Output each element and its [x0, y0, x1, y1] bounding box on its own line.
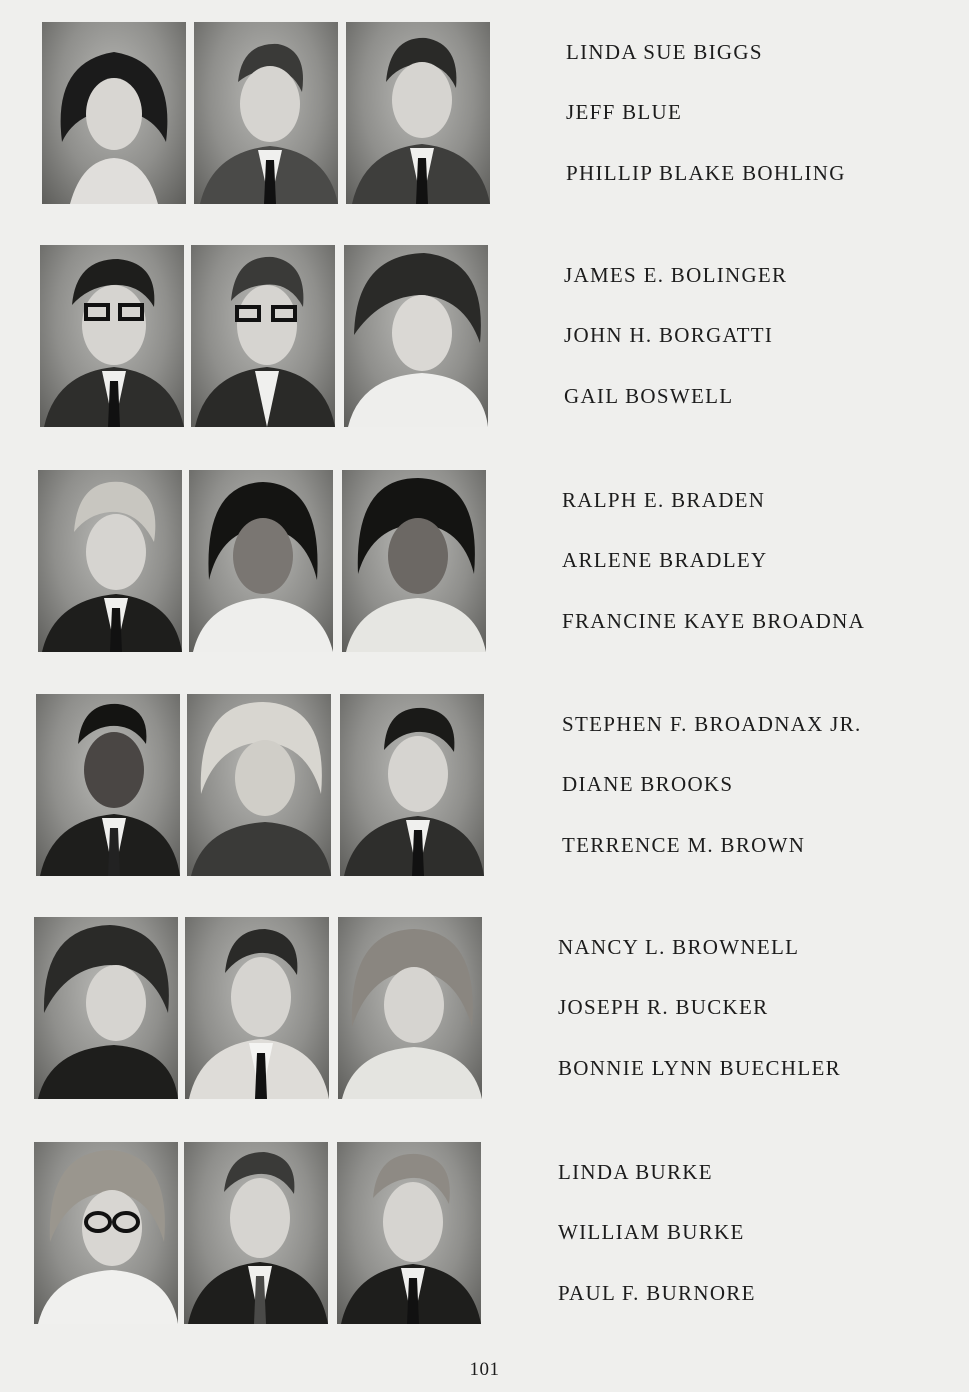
student-portrait: [340, 694, 484, 876]
names-list: [564, 245, 787, 427]
student-portrait: [342, 470, 486, 652]
student-row: [0, 1142, 969, 1327]
student-row: [0, 917, 969, 1102]
student-name: BONNIE LYNN BUECHLER: [558, 1056, 841, 1081]
student-portrait: [189, 470, 333, 652]
student-portrait: [191, 245, 335, 427]
student-portrait: [34, 1142, 178, 1324]
student-portrait: [337, 1142, 481, 1324]
student-portrait: [344, 245, 488, 427]
student-name: RALPH E. BRADEN: [562, 487, 766, 512]
student-name: TERRENCE M. BROWN: [562, 833, 806, 858]
student-name: PAUL F. BURNORE: [558, 1281, 756, 1306]
names-list: [558, 917, 841, 1099]
student-row: [0, 245, 969, 430]
student-row: [0, 22, 969, 207]
student-portrait: [40, 245, 184, 427]
student-portrait: [185, 917, 329, 1099]
student-name: PHILLIP BLAKE BOHLING: [566, 161, 846, 186]
student-row: [0, 470, 969, 655]
student-portrait: [187, 694, 331, 876]
student-portrait: [194, 22, 338, 204]
student-name: DIANE BROOKS: [562, 772, 734, 797]
student-name: JEFF BLUE: [566, 100, 683, 125]
student-name: WILLIAM BURKE: [558, 1220, 745, 1245]
student-portrait: [346, 22, 490, 204]
student-portrait: [34, 917, 178, 1099]
student-name: STEPHEN F. BROADNAX JR.: [562, 711, 862, 736]
names-list: [562, 694, 862, 876]
student-portrait: [36, 694, 180, 876]
student-portrait: [38, 470, 182, 652]
student-name: JOHN H. BORGATTI: [564, 323, 774, 348]
names-list: [558, 1142, 756, 1324]
student-name: GAIL BOSWELL: [564, 384, 734, 409]
student-name: LINDA SUE BIGGS: [566, 39, 763, 64]
student-row: [0, 694, 969, 879]
student-name: NANCY L. BROWNELL: [558, 934, 800, 959]
student-name: FRANCINE KAYE BROADNA: [562, 609, 866, 634]
student-portrait: [338, 917, 482, 1099]
student-name: ARLENE BRADLEY: [562, 548, 768, 573]
names-list: [566, 22, 846, 204]
student-portrait: [184, 1142, 328, 1324]
student-name: JAMES E. BOLINGER: [564, 262, 788, 287]
student-name: JOSEPH R. BUCKER: [558, 995, 769, 1020]
page-number: 101: [469, 1359, 500, 1380]
names-list: [562, 470, 865, 652]
student-name: LINDA BURKE: [558, 1159, 713, 1184]
student-portrait: [42, 22, 186, 204]
